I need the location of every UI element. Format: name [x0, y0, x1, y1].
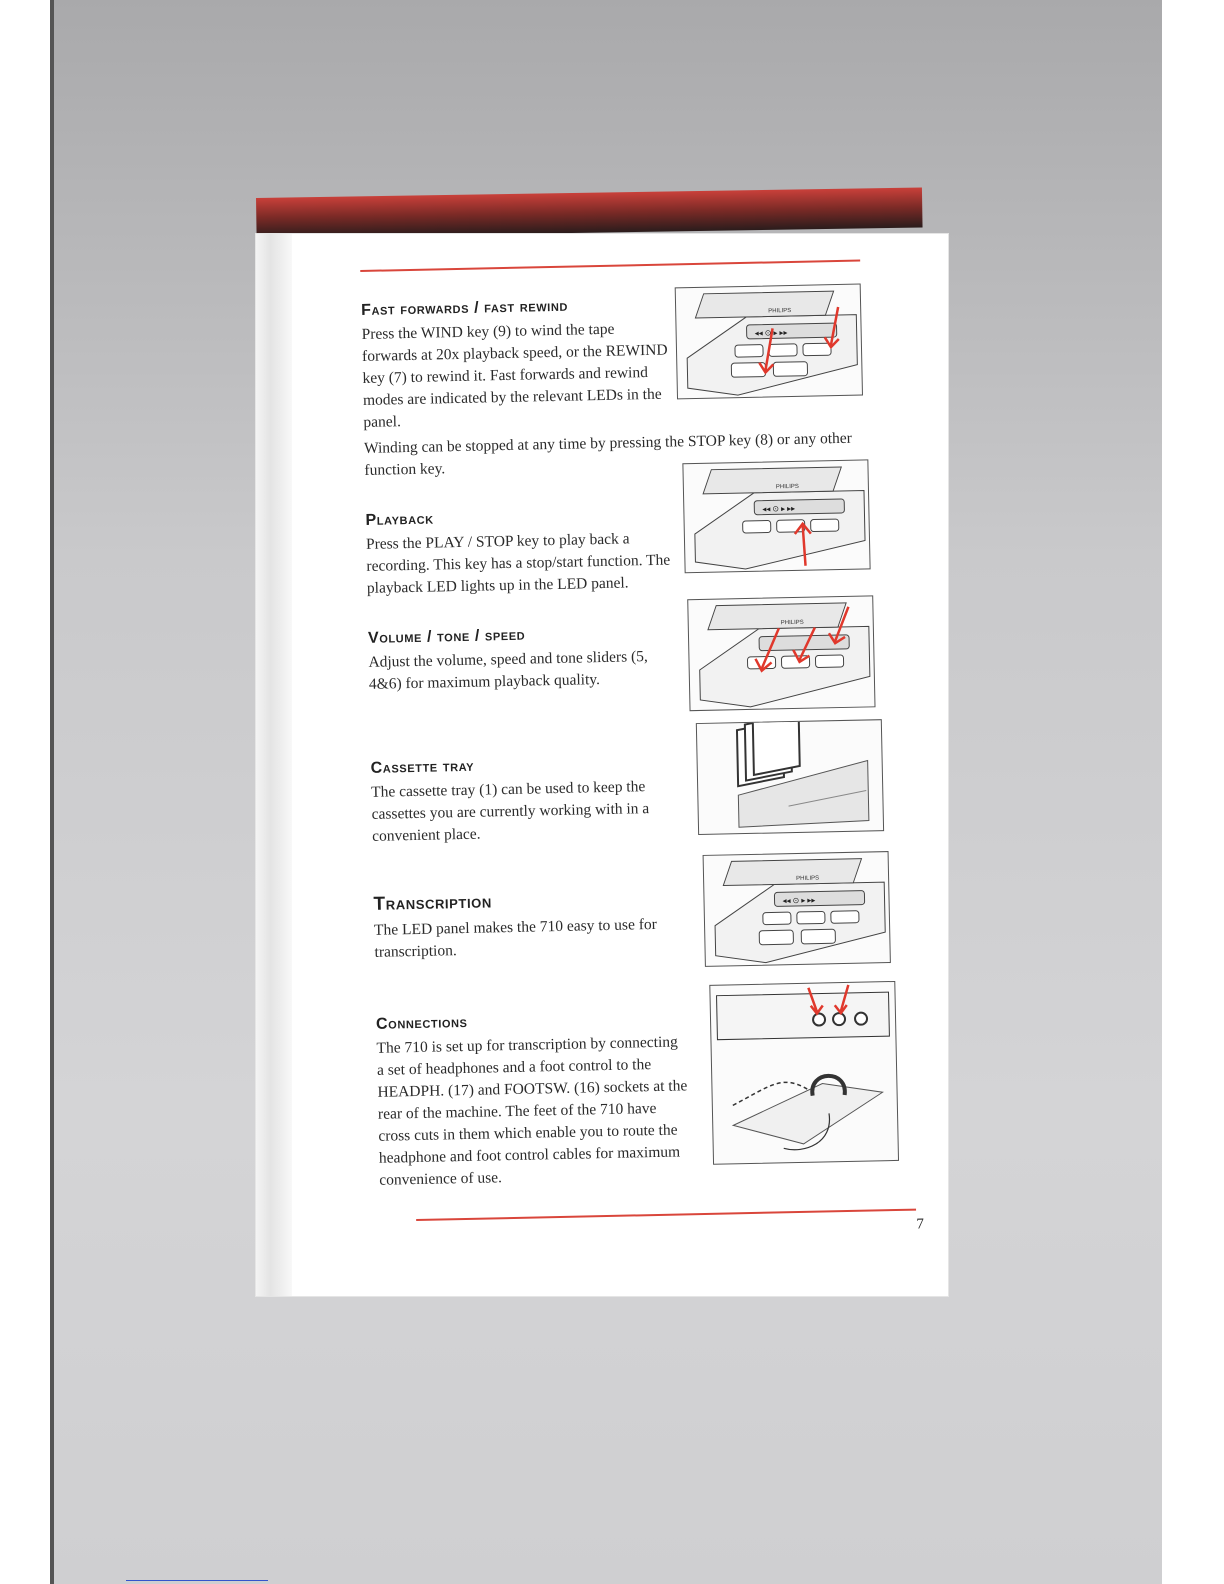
section-heading: Connections — [375, 1013, 468, 1033]
dictation-machine-illustration — [682, 459, 870, 573]
section-playback — [365, 505, 677, 599]
svg-text:◂◂ ⊙ ▸ ▸▸: ◂◂ ⊙ ▸ ▸▸ — [762, 503, 796, 514]
cassette-tray-figure — [697, 720, 883, 834]
section-body-extra: Winding can be stopped at any time by pressing the STOP key (8) or any other function key. — [363, 429, 853, 479]
rear-sockets-figure — [710, 982, 898, 1164]
svg-text:◂◂ ⊙ ▸ ▸▸: ◂◂ ⊙ ▸ ▸▸ — [754, 328, 788, 338]
section-body: The 710 is set up for transcription by connecting a set of headphones and a foot control to the HEADPH. (17) and FOOTSW. (16) sockets at the rear of the machine. The feet of the 710 have cross cuts in them which enable you to route the headphone and foot control cables for maximum convenience of use. — [376, 1033, 688, 1189]
cassette-tray-illustration — [696, 719, 884, 835]
machine-led-panel-figure — [704, 852, 890, 966]
scanner-edge — [50, 0, 54, 1584]
bottom-red-rule — [416, 1209, 916, 1221]
rear-connections-illustration — [709, 981, 899, 1165]
section-body: Press the PLAY / STOP key to play back a recording. This key has a stop/start function. The playback LED lights up in the LED panel. — [365, 530, 671, 597]
svg-text:◂◂ ⊙ ▸ ▸▸: ◂◂ ⊙ ▸ ▸▸ — [782, 895, 816, 906]
section-volume-tone-speed — [368, 623, 679, 695]
section-heading: Cassette tray — [370, 757, 475, 777]
brand-label: PHILIPS — [780, 619, 804, 627]
section-body: The cassette tray (1) can be used to keep the cassettes you are currently working with in a convenient place. — [371, 778, 650, 845]
section-cassette-tray — [371, 753, 683, 847]
brand-label: PHILIPS — [796, 875, 820, 883]
section-heading: Transcription — [373, 891, 493, 915]
top-red-rule — [360, 260, 860, 272]
machine-play-key-figure — [683, 460, 869, 572]
section-connections — [376, 1009, 692, 1191]
dictation-machine-illustration — [687, 595, 875, 711]
section-body: The LED panel makes the 710 easy to use for transcription. — [373, 915, 657, 961]
machine-wind-keys-figure — [676, 285, 862, 399]
section-heading: Volume / tone / speed — [367, 626, 526, 647]
dictation-machine-illustration — [675, 284, 863, 400]
book-spine-shade — [256, 234, 292, 1296]
dictation-machine-illustration — [703, 851, 891, 967]
manual-page — [360, 246, 941, 1258]
underline-link[interactable] — [126, 1580, 268, 1581]
section-body: Press the WIND key (9) to wind the tape forwards at 20x playback speed, or the REWIND key (7) to rewind it. Fast forwards and rewind modes are indicated by the relevant LEDs in the panel. — [361, 320, 668, 431]
page-number: 7 — [916, 1216, 925, 1233]
section-fast-forwards — [361, 295, 674, 433]
section-body: Adjust the volume, speed and tone sliders (5, 4&6) for maximum playback quality. — [368, 648, 648, 693]
brand-label: PHILIPS — [768, 307, 792, 315]
brand-label: PHILIPS — [775, 483, 799, 491]
section-heading: Playback — [365, 510, 434, 529]
section-heading: Fast forwards / fast rewind — [360, 297, 569, 319]
machine-sliders-figure — [688, 596, 874, 710]
section-transcription — [373, 887, 684, 963]
